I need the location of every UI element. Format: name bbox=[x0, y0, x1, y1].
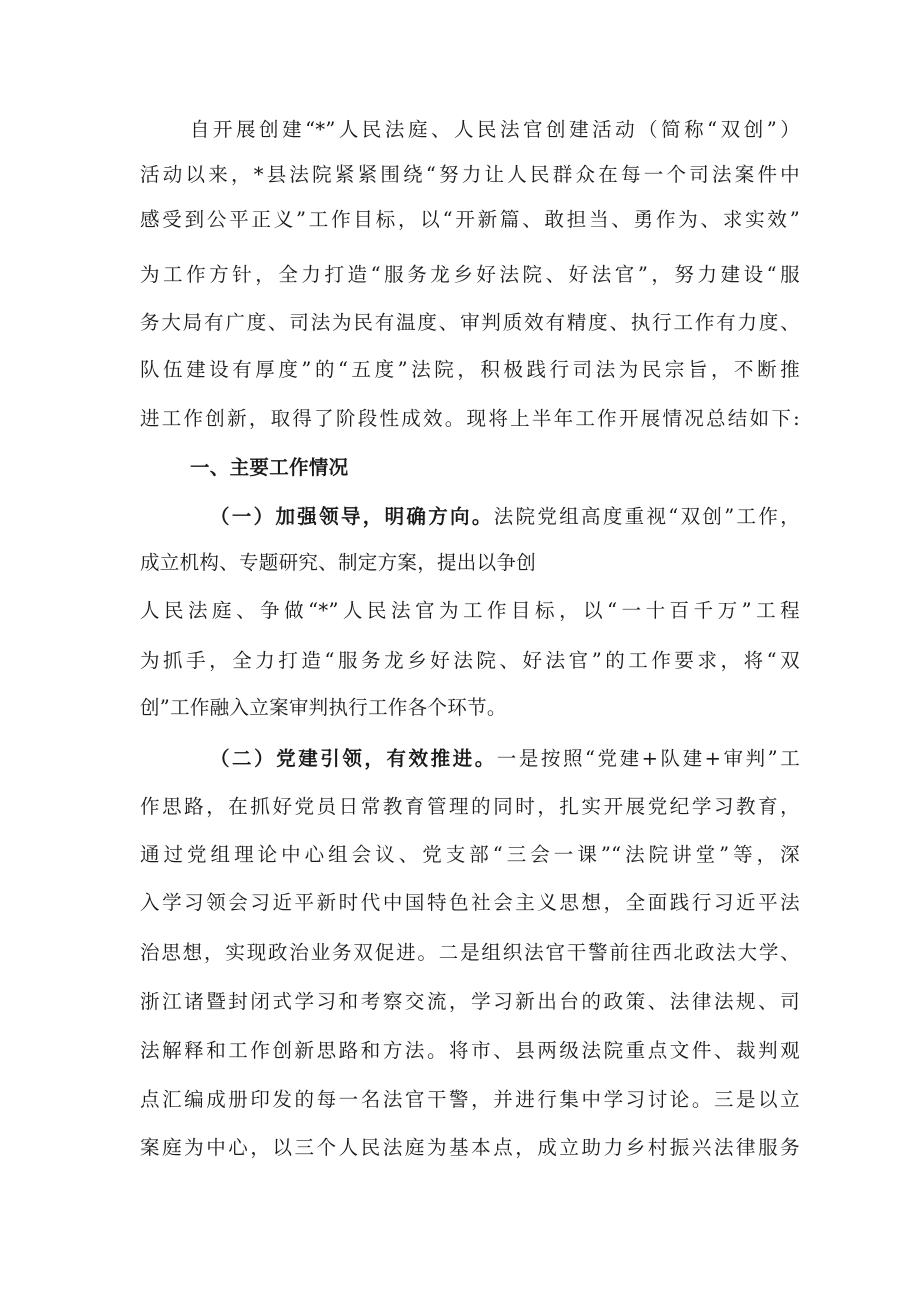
paragraph-3-line-8: 点汇编成册印发的每一名法官干警，并进行集中学习讨论。三是以立 bbox=[140, 1088, 800, 1111]
paragraph-3-line-2: 作思路，在抓好党员日常教育管理的同时，扎实开展党纪学习教育， bbox=[140, 795, 800, 818]
paragraph-2-line-4: 为抓手，全力打造“服务龙乡好法院、好法官”的工作要求，将“双 bbox=[140, 649, 800, 672]
paragraph-1-line-1: 自开展创建“*”人民法庭、人民法官创建活动（简称“双创”） bbox=[190, 118, 800, 141]
paragraph-1-line-5: 务大局有广度、司法为民有温度、审判质效有精度、执行工作有力度、 bbox=[140, 311, 800, 334]
subheading-2: （二）党建引领，有效推进。 bbox=[210, 747, 497, 770]
paragraph-3-line-3: 通过党组理论中心组会议、党支部“三会一课”“法院讲堂”等，深 bbox=[140, 843, 800, 866]
paragraph-2-line-2: 成立机构、专题研究、制定方案，提出以争创 bbox=[140, 551, 537, 574]
paragraph-3-line-4: 入学习领会习近平新时代中国特色社会主义思想，全面践行习近平法 bbox=[140, 891, 800, 914]
paragraph-1-line-4: 为工作方针，全力打造“服务龙乡好法院、好法官”，努力建设“服 bbox=[140, 263, 800, 286]
section-heading: 一、主要工作情况 bbox=[190, 456, 349, 479]
paragraph-1-line-7: 进工作创新，取得了阶段性成效。现将上半年工作开展情况总结如下: bbox=[140, 407, 800, 430]
paragraph-2-line-1: （一）加强领导，明确方向。法院党组高度重视“双创”工作， bbox=[210, 505, 800, 528]
paragraph-1-line-6: 队伍建设有厚度”的“五度”法院，积极践行司法为民宗旨，不断推 bbox=[140, 358, 800, 381]
paragraph-3-line-6: 浙江诸暨封闭式学习和考察交流，学习新出台的政策、法律法规、司 bbox=[140, 990, 800, 1013]
paragraph-1-line-2: 活动以来，*县法院紧紧围绕“努力让人民群众在每一个司法案件中 bbox=[140, 163, 800, 186]
paragraph-3-line-7: 法解释和工作创新思路和方法。将市、县两级法院重点文件、裁判观 bbox=[140, 1039, 800, 1062]
paragraph-1-line-3: 感受到公平正义”工作目标，以“开新篇、敢担当、勇作为、求实效” bbox=[140, 208, 800, 231]
paragraph-3-line-1: （二）党建引领，有效推进。一是按照“党建+队建+审判”工 bbox=[210, 747, 800, 770]
paragraph-2-line-3: 人民法庭、争做“*”人民法官为工作目标，以“一十百千万”工程 bbox=[140, 599, 800, 622]
paragraph-2-line-5: 创”工作融入立案审判执行工作各个环节。 bbox=[140, 696, 507, 719]
paragraph-3-line-9: 案庭为中心，以三个人民法庭为基本点，成立助力乡村振兴法律服务 bbox=[140, 1136, 800, 1159]
subheading-1: （一）加强领导，明确方向。 bbox=[210, 505, 494, 528]
paragraph-3-line-5: 治思想，实现政治业务双促进。二是组织法官干警前往西北政法大学、 bbox=[140, 941, 800, 964]
